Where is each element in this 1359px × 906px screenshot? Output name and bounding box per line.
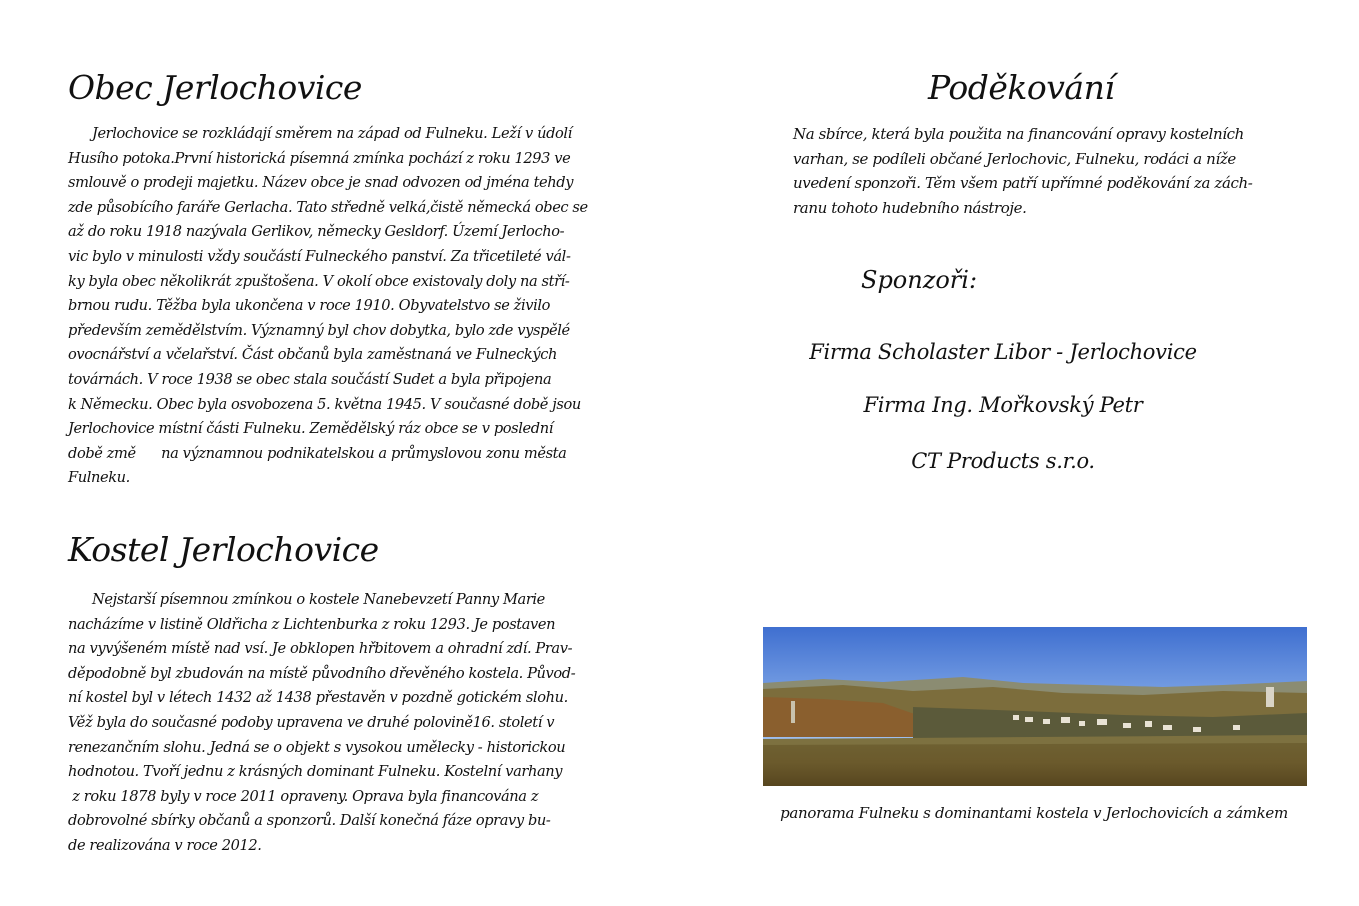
obec-line: Husího potoka.První historická písemná zmínka pochází z roku 1293 ve — [68, 149, 571, 167]
sponsor-item: Firma Scholaster Libor - Jerlochovice — [809, 340, 1197, 364]
obec-line: vic bylo v minulosti vždy součástí Fulneckého panství. Za třicetileté vál- — [68, 247, 571, 265]
panorama-photo — [763, 627, 1307, 786]
kostel-line: na vyvýšeném místě nad vsí. Je obklopen hřbitovem a ohradní zdí. Prav- — [68, 640, 573, 658]
kostel-line: renezančním slohu. Jedná se o objekt s vysokou umělecky - historickou — [68, 738, 566, 756]
kostel-title: Kostel Jerlochovice — [68, 530, 379, 569]
sponsor-item: Firma Ing. Mořkovský Petr — [863, 393, 1143, 417]
obec-line: Jerlochovice místní části Fulneku. Zemědělský ráz obce se v poslední — [68, 420, 553, 438]
kostel-text — [68, 588, 598, 859]
kostel-line: z roku 1878 byly v roce 2011 opraveny. Oprava byla financována z — [68, 787, 539, 805]
photo-caption: panorama Fulneku s dominantami kostela v Jerlochovicích a zámkem — [780, 804, 1288, 822]
kostel-line: nacházíme v listině Oldřicha z Lichtenburka z roku 1293. Je postaven — [68, 615, 556, 633]
sponsor-item: CT Products s.r.o. — [911, 449, 1095, 473]
obec-line: zde působícího faráře Gerlacha. Tato středně velká,čistě německá obec se — [68, 198, 588, 216]
obec-line: především zemědělstvím. Významný byl chov dobytka, bylo zde vyspělé — [68, 321, 570, 339]
obec-title: Obec Jerlochovice — [68, 68, 362, 107]
kostel-line: Věž byla do současné podoby upravena ve druhé polovině16. století v — [68, 713, 555, 731]
kostel-line: hodnotou. Tvoří jednu z krásných dominant Fulneku. Kostelní varhany — [68, 763, 563, 781]
obec-line: Jerlochovice se rozkládají směrem na západ od Fulneku. Leží v údolí — [92, 125, 572, 142]
obec-line: ovocnářství a včelařství. Část občanů byla zaměstnaná ve Fulneckých — [68, 346, 557, 364]
thanks-title: Poděkování — [928, 68, 1115, 107]
thanks-line: Na sbírce, která byla použita na financování opravy kostelních — [793, 125, 1244, 143]
kostel-line: de realizována v roce 2012. — [68, 836, 262, 854]
obec-line: k Německu. Obec byla osvobozena 5. května 1945. V současné době jsou — [68, 395, 581, 413]
thanks-line: ranu tohoto hudebního nástroje. — [793, 198, 1027, 217]
obec-line: až do roku 1918 nazývala Gerlikov, německy Gesldorf. Území Jerlocho- — [68, 223, 565, 241]
kostel-line: děpodobně byl zbudován na místě původního dřevěného kostela. Původ- — [68, 664, 576, 682]
thanks-line: varhan, se podíleli občané Jerlochovic, Fulneku, rodáci a níže — [793, 149, 1236, 168]
thanks-text — [793, 122, 1263, 220]
kostel-line: Nejstarší písemnou zmínkou o kostele Nanebevzetí Panny Marie — [92, 591, 545, 608]
thanks-line: uvedení sponzoři. Těm všem patří upřímné poděkování za zách- — [793, 174, 1253, 192]
obec-line: továrnách. V roce 1938 se obec stala součástí Sudet a byla připojena — [68, 370, 552, 388]
obec-text — [68, 122, 598, 491]
obec-line: Fulneku. — [68, 469, 130, 487]
obec-line: době změ na významnou podnikatelskou a průmyslovou zonu města — [68, 444, 567, 462]
kostel-line: ní kostel byl v létech 1432 až 1438 přestavěn v pozdně gotickém slohu. — [68, 689, 568, 707]
sponsors-heading: Sponzoři: — [861, 266, 978, 294]
obec-line: ky byla obec několikrát zpuštošena. V okolí obce existovaly doly na stří- — [68, 272, 570, 290]
obec-line: brnou rudu. Těžba byla ukončena v roce 1910. Obyvatelstvo se živilo — [68, 297, 551, 315]
kostel-line: dobrovolné sbírky občanů a sponzorů. Další konečná fáze opravy bu- — [68, 812, 551, 830]
obec-line: smlouvě o prodeji majetku. Název obce je snad odvozen od jména tehdy — [68, 174, 574, 192]
